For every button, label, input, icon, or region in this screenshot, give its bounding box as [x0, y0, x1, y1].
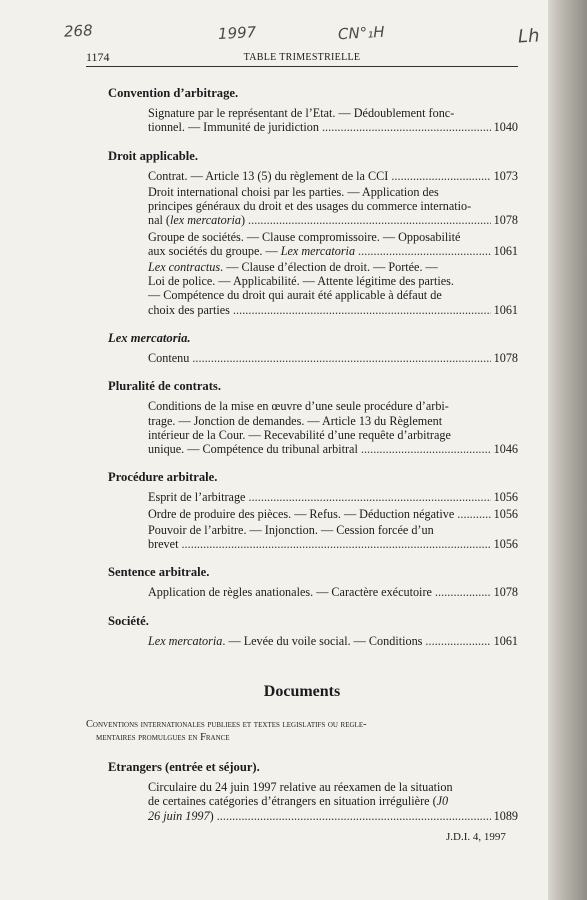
entry-line: Droit international choisi par les parties. — Application des	[148, 185, 439, 200]
section-heading: Lex mercatoria.	[108, 330, 191, 345]
index-entry	[148, 230, 518, 258]
entry-last-line	[148, 244, 518, 258]
entry-page-ref: 1040	[493, 120, 518, 135]
entry-page-ref: 1056	[493, 537, 518, 552]
entry-text: tionnel. — Immunité de juridiction	[148, 120, 319, 135]
entry-last-line	[148, 213, 518, 227]
leader-dots	[233, 303, 491, 317]
leader-dots	[425, 634, 490, 648]
leader-dots	[248, 213, 491, 227]
entry-last-line	[148, 585, 518, 599]
page-number: 1174	[86, 50, 110, 64]
entry-line: intérieur de la Cour. — Recevabilité d’une requête d’arbitrage	[148, 427, 451, 442]
entry-page-ref: 1089	[493, 808, 518, 823]
index-section	[108, 470, 518, 551]
entry-text: nal (lex mercatoria)	[148, 213, 246, 228]
entry-last-line	[148, 537, 518, 551]
entry-last-line	[148, 351, 518, 365]
leader-dots	[358, 244, 491, 258]
section-heading: Etrangers (entrée et séjour).	[108, 760, 260, 774]
documents-subtitle	[86, 718, 518, 744]
index-entry	[148, 399, 518, 456]
leader-dots	[217, 809, 491, 823]
entry-line: Signature par le représentant de l’Etat. — Dédoublement fonc-	[148, 106, 455, 121]
entry-last-line	[148, 490, 518, 504]
index-section	[108, 614, 518, 648]
section-heading: Convention d’arbitrage.	[108, 86, 239, 100]
documents-title: Documents	[263, 683, 341, 700]
entry-page-ref: 1073	[493, 168, 518, 183]
index-section	[108, 379, 518, 456]
index-entry	[148, 351, 518, 365]
entry-text: Contenu	[148, 351, 190, 366]
entry-line: de certaines catégories d’étrangers en situation irrégulière (J0	[148, 794, 449, 809]
index-entry	[148, 106, 518, 134]
entry-line: Loi de police. — Applicabilité. — Attente légitime des parties.	[148, 274, 454, 289]
entry-line: — Compétence du droit qui aurait été applicable à défaut de	[148, 288, 442, 303]
section-heading: Droit applicable.	[108, 148, 199, 163]
index-entry	[148, 780, 518, 823]
index-entry	[148, 185, 518, 228]
index-entry	[148, 507, 518, 521]
entry-text: aux sociétés du groupe. — Lex mercatoria	[148, 243, 356, 258]
entry-line: principes généraux du droit et des usages du commerce internatio-	[148, 199, 472, 214]
footer-citation: J.D.I. 4, 1997	[446, 831, 506, 843]
entry-page-ref: 1056	[493, 506, 518, 521]
entry-text: Application de règles anationales. — Caractère exécutoire	[148, 585, 432, 600]
documents-content	[108, 760, 518, 825]
entry-last-line	[148, 169, 518, 183]
entry-page-ref: 1061	[493, 302, 518, 317]
entry-page-ref: 1046	[493, 442, 518, 457]
entry-last-line	[148, 442, 518, 456]
leader-dots	[361, 442, 491, 456]
index-section	[108, 565, 518, 599]
entry-line: Conditions de la mise en œuvre d’une seule procédure d’arbi-	[148, 399, 449, 414]
entry-text: unique. — Compétence du tribunal arbitral	[148, 442, 358, 457]
entry-last-line	[148, 507, 518, 521]
index-content	[108, 86, 518, 662]
entry-last-line	[148, 634, 518, 648]
leader-dots	[248, 490, 490, 504]
entry-text: Contrat. — Article 13 (5) du règlement de la CCI	[148, 168, 389, 183]
entry-page-ref: 1061	[493, 633, 518, 648]
entry-line: Groupe de sociétés. — Clause compromissoire. — Opposabilité	[148, 229, 461, 244]
entry-text: Ordre de produire des pièces. — Refus. — Déduction négative	[148, 506, 455, 521]
leader-dots	[181, 537, 490, 551]
section-heading: Sentence arbitrale.	[108, 565, 210, 580]
index-section	[108, 86, 518, 135]
index-entry	[148, 634, 518, 648]
index-section	[108, 331, 518, 365]
section-heading: Société.	[108, 613, 149, 628]
entry-page-ref: 1078	[493, 213, 518, 228]
header-title: TABLE TRIMESTRIELLE	[243, 52, 361, 63]
index-entry	[148, 490, 518, 504]
book-gutter-shadow	[548, 0, 587, 900]
leader-dots	[322, 120, 491, 134]
entry-page-ref: 1078	[493, 585, 518, 600]
handwritten-note-4: Lh	[517, 25, 540, 48]
entry-text: 26 juin 1997)	[148, 808, 214, 823]
index-entry	[148, 523, 518, 551]
entry-last-line	[148, 120, 518, 134]
leader-dots	[435, 585, 491, 599]
leader-dots	[457, 507, 490, 521]
handwritten-note-2: 1997	[217, 23, 257, 43]
documents-subtitle-line: mentaires promulgues en France	[96, 732, 230, 743]
entry-text: Esprit de l’arbitrage	[148, 490, 246, 505]
index-section	[108, 149, 518, 317]
handwritten-note-3: CN°₁H	[337, 22, 385, 44]
entry-line: Pouvoir de l’arbitre. — Injonction. — Cession forcée d’un	[148, 522, 434, 537]
entry-page-ref: 1061	[493, 243, 518, 258]
index-entry	[148, 169, 518, 183]
running-header	[86, 50, 518, 67]
entry-line: Circulaire du 24 juin 1997 relative au réexamen de la situation	[148, 780, 453, 795]
documents-subtitle-line: Conventions internationales publiees et textes legislatifs ou regle-	[86, 719, 367, 730]
section-heading: Pluralité de contrats.	[108, 379, 221, 394]
index-entry	[148, 585, 518, 599]
handwritten-note-1: 268	[63, 21, 94, 41]
leader-dots	[192, 351, 490, 365]
entry-text: choix des parties	[148, 302, 230, 317]
entry-text: brevet	[148, 537, 179, 552]
entry-page-ref: 1056	[493, 490, 518, 505]
section-heading: Procédure arbitrale.	[108, 470, 218, 485]
entry-last-line	[148, 303, 518, 317]
entry-line: trage. — Jonction de demandes. — Article 13 du Règlement	[148, 413, 443, 428]
entry-line: Lex contractus. — Clause d’élection de droit. — Portée. —	[148, 260, 438, 275]
entry-last-line	[148, 809, 518, 823]
index-entry	[148, 260, 518, 317]
entry-page-ref: 1078	[493, 351, 518, 366]
leader-dots	[391, 169, 490, 183]
entry-text: Lex mercatoria. — Levée du voile social. — Conditions	[148, 633, 423, 648]
